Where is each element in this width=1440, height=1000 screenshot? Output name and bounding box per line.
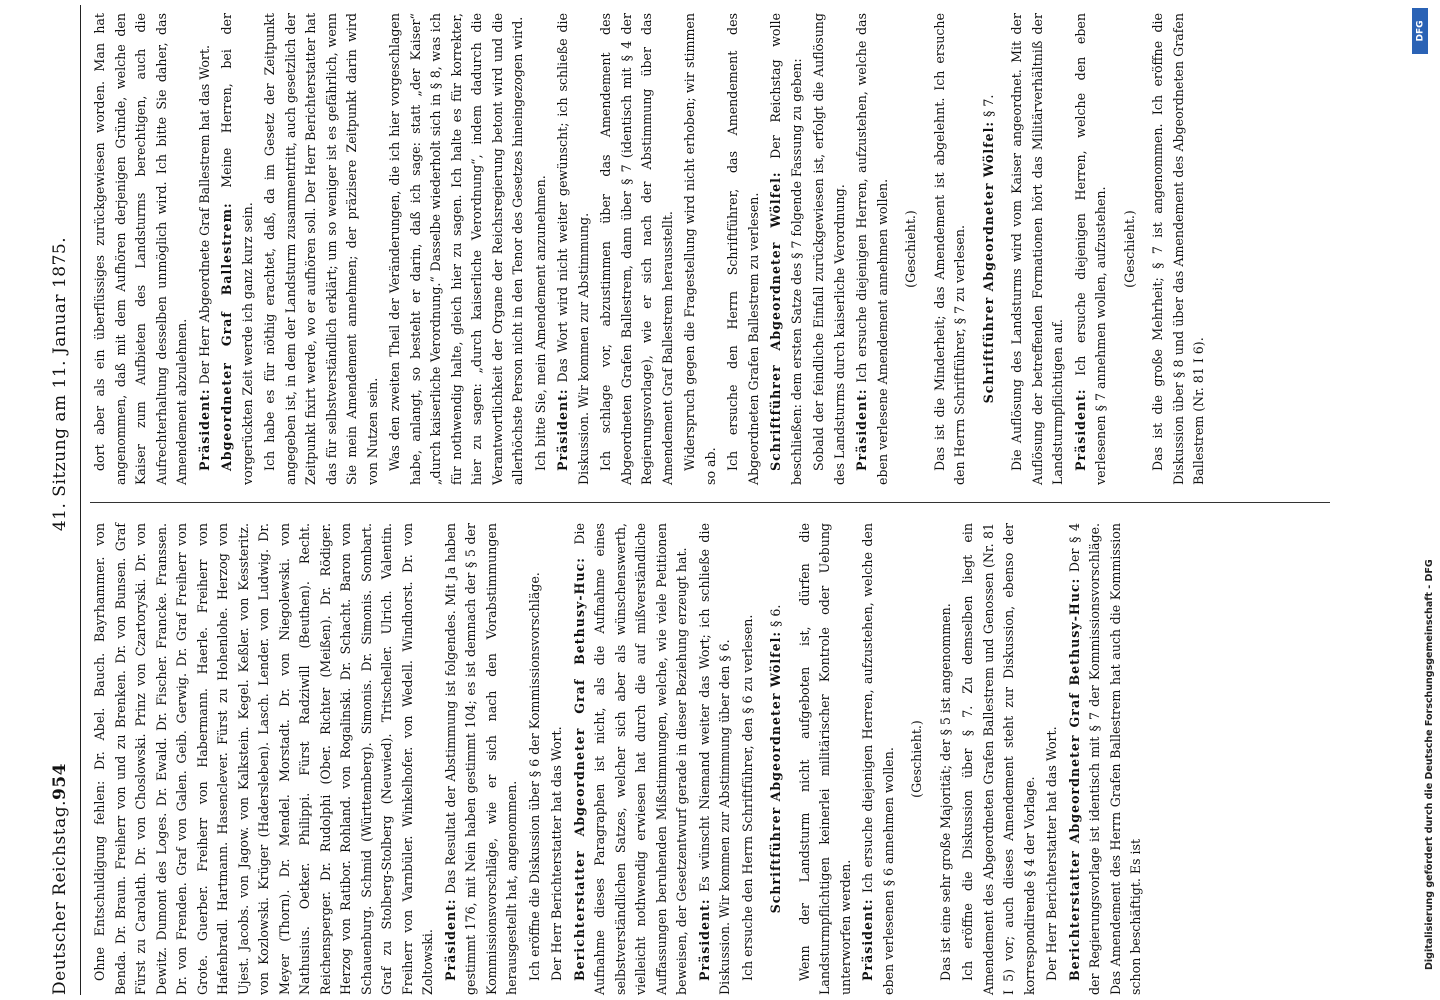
paragraph-text: Sobald der feindliche Einfall zurückgewiesen ist, erfolgt die Auflösung des Landsturms durch kaiserliche Verordnung. xyxy=(811,13,847,485)
paragraph-text: Ich habe es für nöthig erachtet, daß, da im Gesetz der Zeitpunkt angegeben ist, in dem der Landsturm zusammentritt, auch gesetzlich der Zeitpunkt fixirt werde, wo er aufhören soll. Der Herr Berichterstatter hat das für selbstverständlich erklärt; um so weniger ist es gefährlich, wenn Sie mein Amendement annehmen; der präzisere Zeitpunkt darin wird von Nutzen sein. xyxy=(262,13,380,485)
paragraph xyxy=(809,13,850,485)
paragraph xyxy=(738,523,759,995)
paragraph-text: Der Herr Berichterstatter hat das Wort. xyxy=(1044,726,1059,981)
paragraph-text: Der Herr Berichterstatter hat das Wort. xyxy=(549,726,564,981)
paragraph-text: (Geschieht.) xyxy=(909,720,924,798)
paragraph xyxy=(930,13,971,485)
paragraph xyxy=(936,523,957,995)
paragraph-text: Widerspruch gegen die Fragestellung wird nicht erhoben; wir stimmen so ab. xyxy=(682,13,718,485)
paragraph-text: Der Reichstag wolle beschließen: dem ersten Satze des § 7 folgende Fassung zu geben: xyxy=(768,13,804,485)
running-head xyxy=(50,5,76,995)
column-divider xyxy=(90,502,1330,503)
paragraph-text: Das ist die große Mehrheit; § 7 ist angenommen. Ich eröffne die Diskussion über § 8 und über das Amendement des Abgeordneten Grafen Ballestrem (Nr. 81 I 6). xyxy=(1150,13,1206,485)
paragraph xyxy=(1071,13,1112,485)
paragraph-text: (Geschieht.) xyxy=(903,210,918,288)
speaker-label: Schriftführer Abgeordneter Wölfel: xyxy=(768,630,783,914)
paragraph-text: Meine Herren, bei der vorgerückten Zeit werde ich ganz kurz sein. xyxy=(219,13,255,485)
digitization-credit xyxy=(1398,30,1435,970)
speaker-label: Abgeordneter Graf Ballestrem: xyxy=(219,202,234,471)
paragraph xyxy=(90,523,439,995)
paragraph xyxy=(547,523,568,995)
paragraph-text: Ich schlage vor, abzustimmen über das Amendement des Abgeordneten Grafen Ballestrem, dann über § 7 (identisch mit § 4 der Regierungsvorlage), wie er sich nach der Abstimmung über das Amendement Graf Ballestrem herausstellt. xyxy=(598,13,675,485)
paragraph xyxy=(907,523,928,995)
paragraph xyxy=(260,13,383,485)
paragraph-text: Der Herr Abgeordnete Graf Ballestrem hat das Wort. xyxy=(196,44,212,385)
paragraph xyxy=(901,13,922,485)
paragraph-text: Das Wort wird nicht weiter gewünscht; ich schließe die Diskussion. Wir kommen zur Abstimmung. xyxy=(555,13,591,485)
paragraph xyxy=(723,13,764,485)
paragraph-text: Ich ersuche den Herrn Schriftführer, den § 6 zu verlesen. xyxy=(739,614,755,981)
paragraph-text: Ich ersuche den Herrn Schriftführer, das Amendement des Abgeordneten Grafen Ballestrem zu verlesen. xyxy=(725,13,761,485)
paragraph-text: Der § 4 der Regierungsvorlage ist identisch mit § 7 der Kommissionsvorschläge. Das Amendement des Herrn Grafen Ballestrem hat auch die Kommission schon beschäftigt. Es ist xyxy=(1066,523,1143,995)
paragraph xyxy=(858,523,899,995)
paragraph-text: Ich bitte Sie, mein Amendement anzunehmen. xyxy=(532,175,548,471)
paragraph-text: Das ist die Minderheit; das Amendement ist abgelehnt. Ich ersuche den Herrn Schriftführer, § 7 zu verlesen. xyxy=(931,13,967,485)
paragraph-text: dort aber als ein überflüssiges zurückgewiesen worden. Man hat angenommen, daß mit dem Aufhören derjenigen Gründe, welche den Kaiser zum Aufbieten des Landsturms berechtigen, auch die Aufrechterhaltung desselben unmöglich wird. Ich bitte Sie daher, das Amendement abzulehnen. xyxy=(92,13,189,485)
paragraph-text: Ich eröffne die Diskussion über § 6 der Kommissionsvorschläge. xyxy=(526,572,542,981)
paragraph xyxy=(217,13,258,485)
paragraph-text: Ich ersuche diejenigen Herren, aufzustehen, welche den eben verlesenen § 6 annehmen wollen. xyxy=(860,523,896,995)
paragraph xyxy=(441,523,523,995)
paragraph-text: (Geschieht.) xyxy=(1121,210,1137,288)
speaker-label: Präsident: xyxy=(196,388,212,471)
paragraph xyxy=(695,523,736,995)
paragraph xyxy=(570,523,693,995)
paragraph-text: § 6. xyxy=(768,604,783,627)
right-text-column xyxy=(90,13,1370,485)
paragraph-text: Ich ersuche diejenigen Herren, aufzustehen, welche das eben verlesene Amendement annehmen wollen. xyxy=(854,13,890,485)
page-number: 954 xyxy=(50,763,70,800)
paragraph xyxy=(1065,523,1147,995)
paragraph-text: Es wünscht Niemand weiter das Wort; ich schließe die Diskussion. Wir kommen zur Abstimmung über den § 6. xyxy=(696,523,732,995)
header-rule xyxy=(80,5,81,995)
dfg-logo-text: DFG xyxy=(1415,20,1426,42)
document-page xyxy=(50,5,1380,995)
speaker-label: Präsident: xyxy=(854,388,869,471)
paragraph xyxy=(1120,13,1141,485)
paragraph xyxy=(766,523,787,995)
dfg-logo xyxy=(1412,8,1428,54)
session-title: 41. Sitzung am 11. Januar 1875. xyxy=(50,236,70,532)
speaker-label: Präsident: xyxy=(1072,388,1088,471)
paragraph xyxy=(958,523,1040,995)
paragraph-text: Die Auflösung des Landsturms wird vom Kaiser angeordnet. Mit der Auflösung der betreffenden Formationen hört das Militärverhältniß der Landsturmpflichtigen auf. xyxy=(1009,13,1065,485)
paragraph-text: Ich eröffne die Diskussion über § 7. Zu demselben liegt ein Amendement des Abgeordneten Grafen Ballestrem und Genossen (Nr. 81 I 5) vor; auch dieses Amendement steht zur Diskussion, ebenso der korrespondirende § 4 der Vorlage. xyxy=(960,523,1037,995)
paragraph-text: Wenn der Landsturm nicht aufgeboten ist, dürfen die Landsturmpflichtigen keinerlei militärischer Kontrole oder Uebung unterworfen werden. xyxy=(796,523,853,995)
paragraph xyxy=(1148,13,1210,485)
paragraph xyxy=(795,523,857,995)
paragraph xyxy=(979,13,1000,485)
paragraph-text: Das ist eine sehr große Majorität; der § 5 ist angenommen. xyxy=(937,603,953,981)
speaker-label: Präsident: xyxy=(696,898,712,981)
speaker-label: Berichterstatter Abgeordneter Graf Bethusy-Huc: xyxy=(1066,577,1082,981)
paragraph xyxy=(90,13,193,485)
speaker-label: Präsident: xyxy=(860,898,875,981)
speaker-label: Präsident: xyxy=(555,388,570,471)
paragraph xyxy=(553,13,594,485)
paragraph xyxy=(525,523,546,995)
paragraph xyxy=(680,13,721,485)
paragraph-text: Die Aufnahme dieses Paragraphen ist nicht, als die Aufnahme eines selbstverständlichen Satzes, welcher sich aber als wünschenswerth, vielleicht nothwendig erwiesen hat durch die auf mißverständliche Auffassungen beruhenden Mißstimmungen, welche, wie viele Petitionen beweisen, der Gesetzentwurf gerade in dieser Beziehung erzeugt hat. xyxy=(571,523,689,995)
credit-text: Digitalisierung gefördert durch die Deutsche Forschungsgemeinschaft - DFG xyxy=(1424,559,1435,970)
paragraph-text: Ohne Entschuldigung fehlen: Dr. Abel. Bauch. Bayrhammer. von Benda. Dr. Braun. Freiherr von und zu Brenken. Dr. von Bunsen. Graf Fürst zu Carolath. Dr. von Choslowski. Prinz von Czartoryski. Dr. von Dewitz. Dumont des Loges. Dr. Ewald. Dr. Fischer. Francke. Franssen. Dr. von Frenden. Graf von Galen. Geib. Gerwig. Dr. Graf Freiherr von Grote. Guerber. Freiherr von Habermann. Haerle. Freiherr von Hafenbradl. Hartmann. Hasenclever. Fürst zu Hohenlohe. Herzog von Ujest. Jacobs. von Jagow. von Kalkstein. Kegel. Keßler. von Kessteritz. von Kozlowski. Krüger (Hadersleben). Lasch. Lender. von Ludwig. Dr. Meyer (Thorn). Dr. Mendel. Morstadt. Dr. von Niegolewski. von Nathusius. Oetker. Philippi. Fürst Radziwill (Beuthen). Recht. Reichensperger. Dr. Rudolphi (Ober. Richter (Meißen). Dr. Rödiger. Herzog von Ratibor. Rohland. von Rogalinski. Dr. Schacht. Baron von Schauenburg. Schmid (Württemberg). Simonis. Dr. Simonis. Sombart. Graf zu Stolberg-Stolberg (Neuwied). Tritscheller. Ulrich. Valentin. Freiherr von Varnbüler. Winkelhofer. von Wedell. Windhorst. Dr. von Zoltowski. xyxy=(92,523,435,995)
paragraph xyxy=(1042,523,1063,995)
speaker-label: Präsident: xyxy=(442,898,458,981)
paragraph xyxy=(195,13,216,485)
speaker-label: Berichterstatter Abgeordneter Graf Bethusy-Huc: xyxy=(571,557,587,981)
paragraph-text: Das Resultat der Abstimmung ist folgendes. Mit Ja haben gestimmt 176, mit Nein haben gestimmt 104; es ist demnach der § 5 der Kommissionsvorschläge, wie er sich nach den Vorabstimmungen herausgestellt hat, angenommen. xyxy=(442,523,519,995)
left-text-column xyxy=(90,523,1370,995)
paragraph-text: Was den zweiten Theil der Veränderungen, die ich hier vorgeschlagen habe, anlangt, so besteht er darin, daß ich sage: statt „der Kaiser“ „durch kaiserliche Verordnung.“ Dasselbe wiederholt sich in § 8, was ich für nothwendig halte, gleich hier zu sagen. Ich halte es für korrekter, hier zu sagen: „durch kaiserliche Verordnung“, indem dadurch die Verantwortlichkeit der Organe der Reichsregierung betont wird und die allerhöchste Person nicht in den Tenor des Gesetzes hineingezogen wird. xyxy=(387,13,525,485)
paragraph xyxy=(1007,13,1069,485)
paragraph xyxy=(852,13,893,485)
paragraph xyxy=(531,13,552,485)
speaker-label: Schriftführer Abgeordneter Wölfel: xyxy=(980,120,996,404)
paragraph-text: Ich ersuche diejenigen Herren, welche den eben verlesenen § 7 annehmen wollen, aufzustehen. xyxy=(1072,13,1108,485)
speaker-label: Schriftführer Abgeordneter Wölfel: xyxy=(768,171,783,471)
paragraph-text: § 7. xyxy=(980,94,996,117)
paragraph xyxy=(596,13,678,485)
paragraph xyxy=(385,13,529,485)
publication-title: Deutscher Reichstag. xyxy=(50,800,70,995)
paragraph xyxy=(766,13,807,485)
